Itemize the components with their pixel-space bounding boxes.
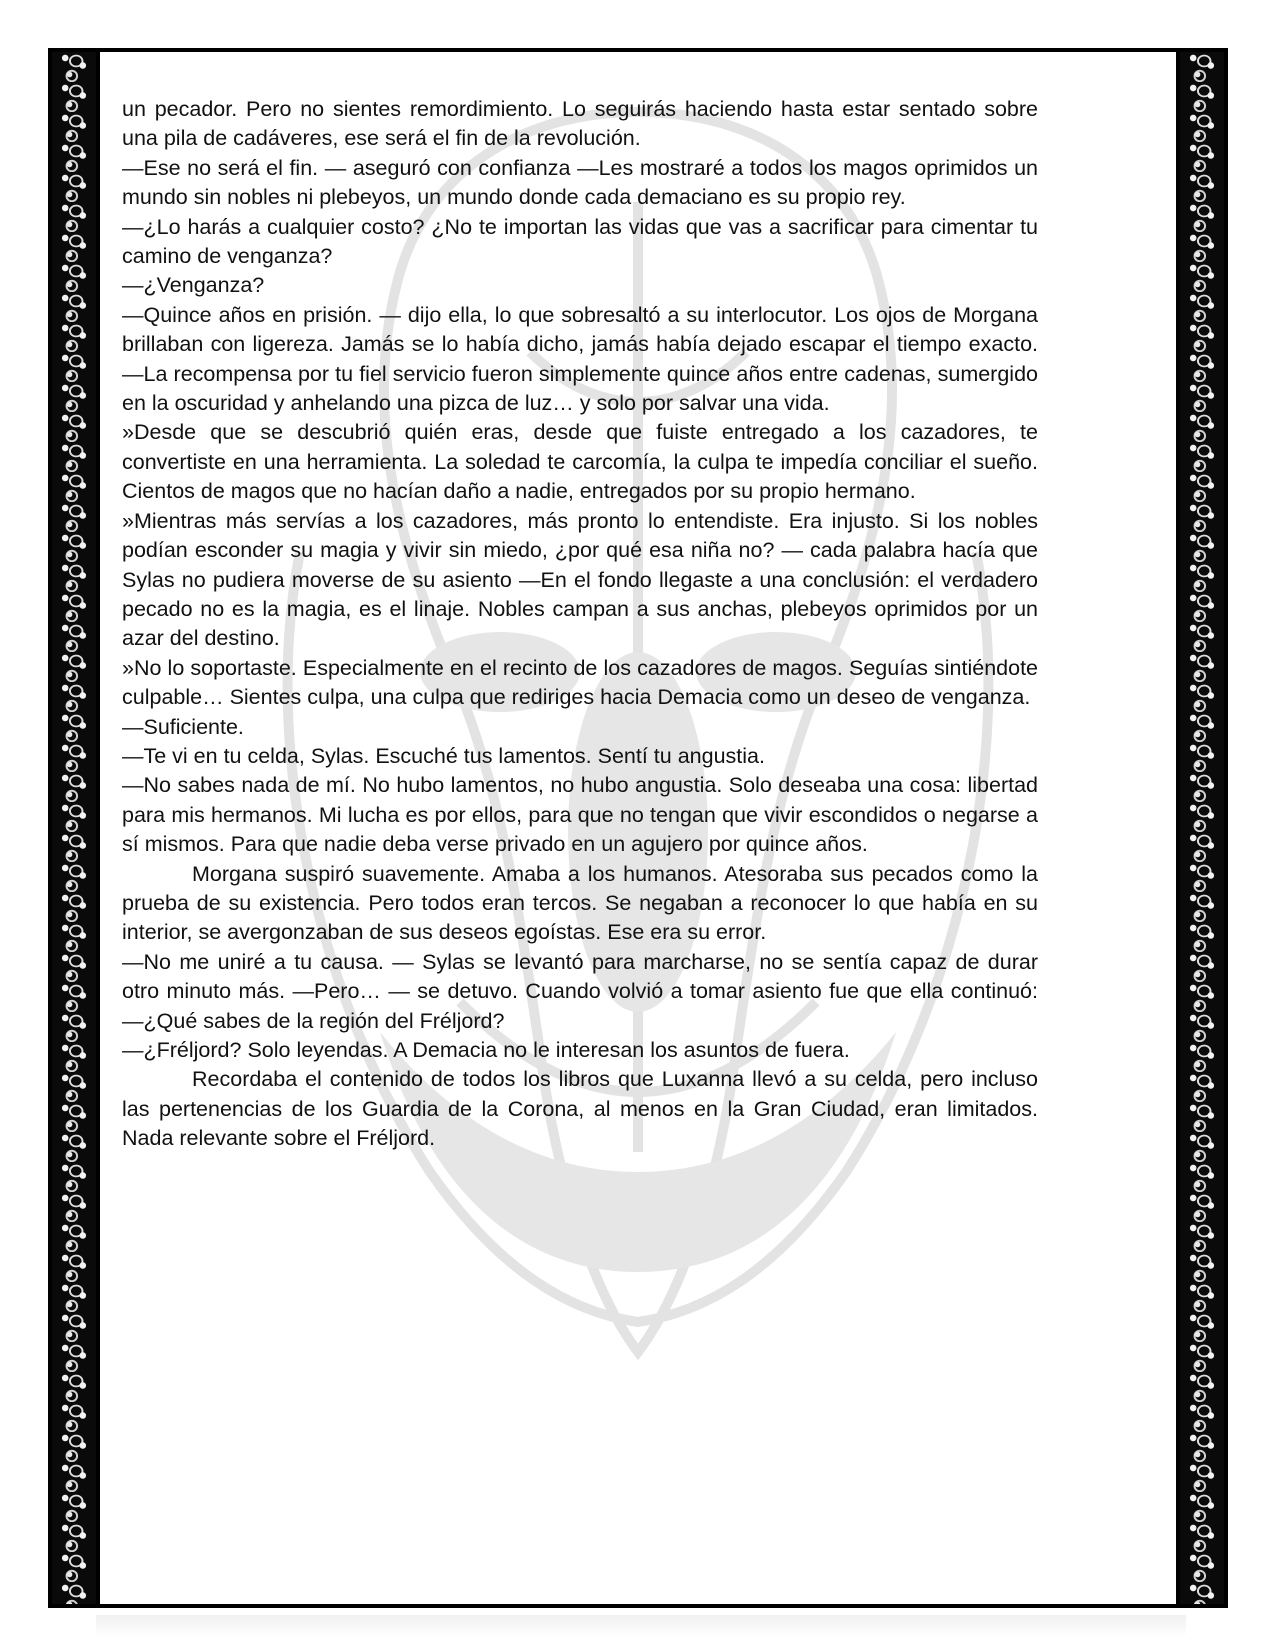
paragraph: —Quince años en prisión. — dijo ella, lo que sobresaltó a su interlocutor. Los ojos de Morgana brillaban con ligereza. Jamás se lo había dicho, jamás había dejado escapar el tiempo exacto. —La recompensa por tu fiel servicio fueron simplemente quince años entre cadenas, sumergido en la oscuridad y anhelando una pizca de luz… y solo por salvar una vida. <box>122 302 1038 416</box>
page-bottom-shadow <box>96 1615 1186 1637</box>
paragraph: —Ese no será el fin. — aseguró con confianza —Les mostraré a todos los magos oprimidos un mundo sin nobles ni plebeyos, un mundo donde cada demaciano es su propio rey. <box>122 155 1038 210</box>
document-body <box>122 95 1038 1154</box>
paragraph: »Desde que se descubrió quién eras, desde que fuiste entregado a los cazadores, te convertiste en una herramienta. La soledad te carcomía, la culpa te impedía conciliar el sueño. Cientos de magos que no hacían daño a nadie, entregados por su propio hermano. <box>122 420 1038 504</box>
paragraph: Morgana suspiró suavemente. Amaba a los humanos. Atesoraba sus pecados como la prueba de su existencia. Pero todos eran tercos. Se negaban a reconocer lo que había en su interior, se avergonzaban de sus deseos egoístas. Ese era su error. <box>122 861 1038 945</box>
floral-border-left-icon <box>52 52 96 1604</box>
paragraph: —Te vi en tu celda, Sylas. Escuché tus lamentos. Sentí tu angustia. <box>122 743 765 768</box>
paragraph: —Suficiente. <box>122 714 244 739</box>
paragraph: Recordaba el contenido de todos los libros que Luxanna llevó a su celda, pero incluso las pertenencias de los Guardia de la Corona, al menos en la Gran Ciudad, eran limitados. Nada relevante sobre el Fréljord. <box>122 1067 1038 1151</box>
paragraph: un pecador. Pero no sientes remordimiento. Lo seguirás haciendo hasta estar sentado sobre una pila de cadáveres, ese será el fin de la revolución. <box>122 97 1038 151</box>
paragraph: —No sabes nada de mí. No hubo lamentos, no hubo angustia. Solo deseaba una cosa: libertad para mis hermanos. Mi lucha es por ellos, para que no tengan que vivir escondidos o negarse a sí mismos. Para que nadie deba verse privado en un agujero por quince años. <box>122 773 1038 857</box>
paragraph: —¿Venganza? <box>122 273 265 298</box>
floral-border-right-icon <box>1180 52 1224 1604</box>
paragraph: »Mientras más servías a los cazadores, más pronto lo entendiste. Era injusto. Si los nobles podían esconder su magia y vivir sin miedo, ¿por qué esa niña no? — cada palabra hacía que Sylas no pudiera moverse de su asiento —En el fondo llegaste a una conclusión: el verdadero pecado no es la magia, es el linaje. Nobles campan a sus anchas, plebeyos oprimidos por un azar del destino. <box>122 508 1038 651</box>
paragraph: —¿Fréljord? Solo leyendas. A Demacia no le interesan los asuntos de fuera. <box>122 1038 850 1062</box>
paragraph: —¿Lo harás a cualquier costo? ¿No te importan las vidas que vas a sacrificar para cimentar tu camino de venganza? <box>122 214 1038 269</box>
paragraph: »No lo soportaste. Especialmente en el recinto de los cazadores de magos. Seguías sintiéndote culpable… Sientes culpa, una culpa que rediriges hacia Demacia como un deseo de venganza. <box>122 655 1038 710</box>
paragraph: —No me uniré a tu causa. — Sylas se levantó para marcharse, no se sentía capaz de durar otro minuto más. —Pero… — se detuvo. Cuando volvió a tomar asiento fue que ella continuó: —¿Qué sabes de la región del Fréljord? <box>122 949 1038 1033</box>
